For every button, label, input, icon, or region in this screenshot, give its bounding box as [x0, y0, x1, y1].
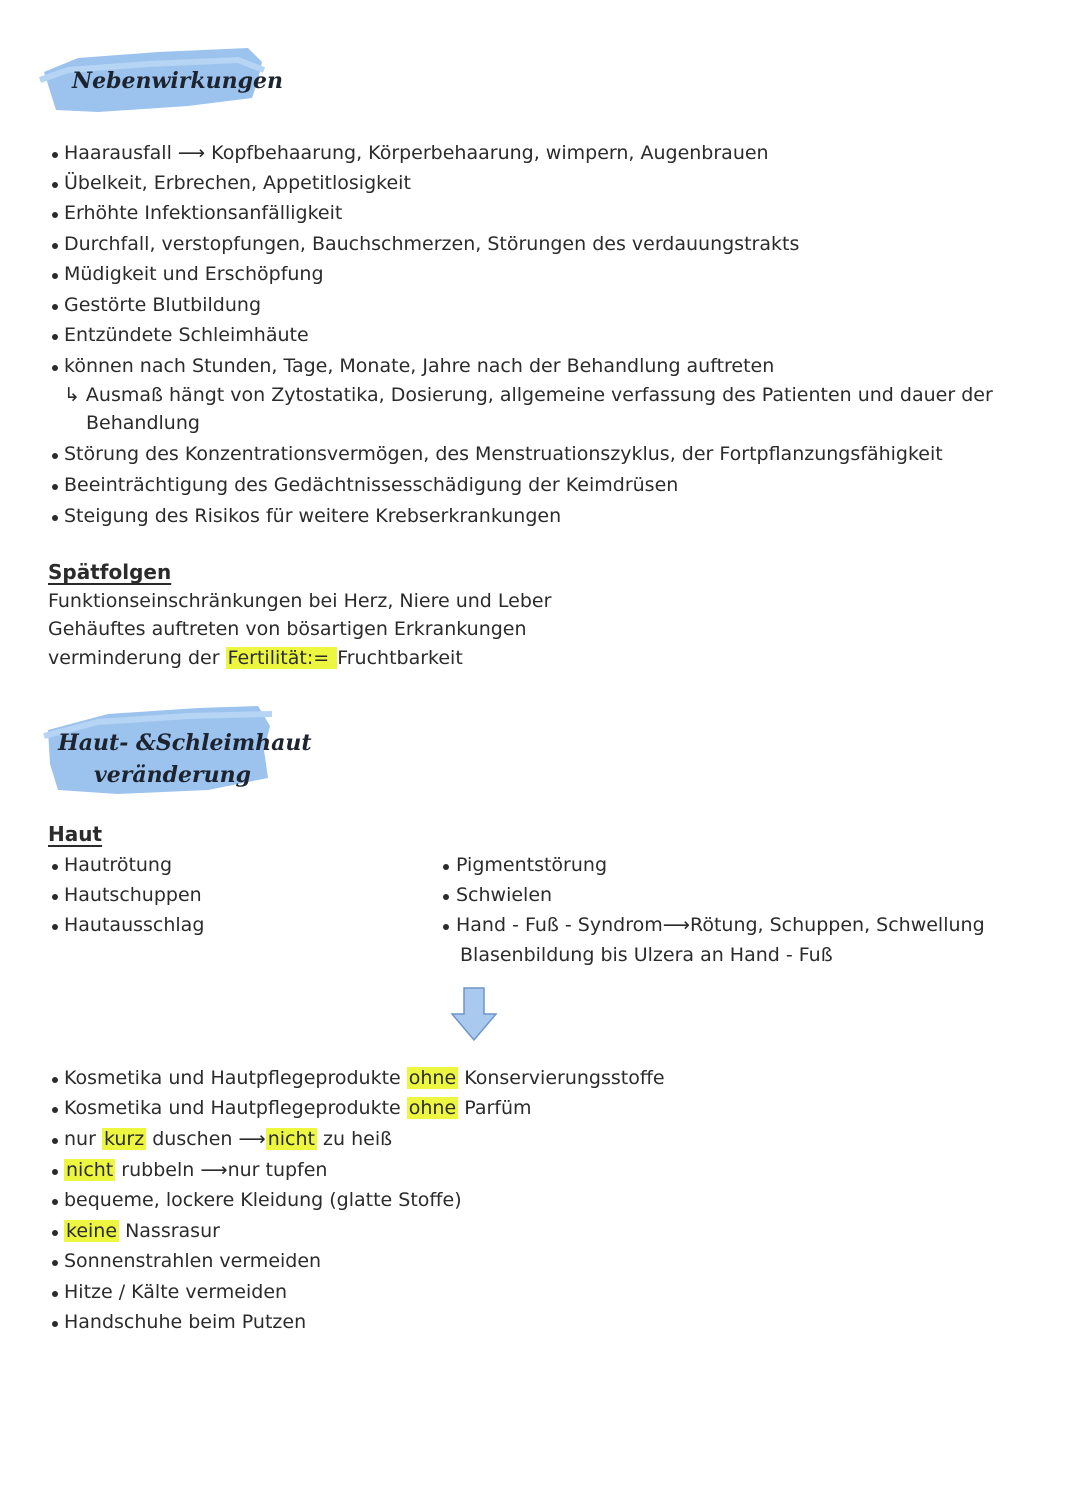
sub-note-text: Ausmaß hängt von Zytostatika, Dosierung, allgemeine verfassung des Patienten und dauer der: [85, 384, 993, 406]
bullet: [52, 1077, 58, 1083]
bullet: [52, 453, 58, 459]
text: Fruchtbarkeit: [337, 647, 463, 669]
bullet: [52, 1291, 58, 1297]
list-item: Hautausschlag: [64, 914, 205, 936]
list-item: Hitze / Kälte vermeiden: [64, 1281, 288, 1303]
bullet: [52, 1199, 58, 1205]
list-item: bequeme, lockere Kleidung (glatte Stoffe): [64, 1189, 462, 1211]
bullet: [52, 365, 58, 371]
heading-title-line1: Haut- &Schleimhaut: [58, 730, 312, 756]
bullet: [52, 1107, 58, 1113]
list-item: Handschuhe beim Putzen: [64, 1311, 307, 1333]
bullet: [52, 924, 58, 930]
bullet: [52, 273, 58, 279]
bullet: [52, 894, 58, 900]
heading-title-line2: veränderung: [94, 762, 251, 788]
spaetfolgen-line: Gehäuftes auftreten von bösartigen Erkrankungen: [48, 618, 527, 640]
bullet: [443, 894, 449, 900]
spaetfolgen-line: [48, 645, 463, 671]
list-item: Pigmentstörung: [456, 854, 607, 876]
highlight-text: Fertilität:=: [227, 647, 336, 669]
list-item: Hautrötung: [64, 854, 173, 876]
text: rubbeln ⟶nur tupfen: [115, 1159, 328, 1181]
list-item: Hand - Fuß - Syndrom⟶Rötung, Schuppen, Schwellung: [456, 914, 985, 936]
list-item: Schwielen: [456, 884, 553, 906]
list-item: Erhöhte Infektionsanfälligkeit: [64, 202, 343, 224]
bullet: [52, 864, 58, 870]
list-item: Durchfall, verstopfungen, Bauchschmerzen, Störungen des verdauungstrakts: [64, 233, 800, 255]
bullet: [443, 924, 449, 930]
list-item: Entzündete Schleimhäute: [64, 324, 309, 346]
list-item: [64, 1157, 327, 1183]
list-item: Sonnenstrahlen vermeiden: [64, 1250, 322, 1272]
list-item: Übelkeit, Erbrechen, Appetitlosigkeit: [64, 172, 411, 194]
text: duschen ⟶: [146, 1128, 266, 1150]
bullet: [52, 1321, 58, 1327]
heading-nebenwirkungen: [38, 40, 283, 120]
text: verminderung der: [48, 647, 226, 669]
list-item: [64, 1065, 665, 1091]
list-item: Gestörte Blutbildung: [64, 294, 262, 316]
text: Parfüm: [458, 1097, 532, 1119]
list-item: Haarausfall ⟶ Kopfbehaarung, Körperbehaarung, wimpern, Augenbrauen: [64, 142, 769, 164]
list-item: Steigung des Risikos für weitere Krebserkrankungen: [64, 505, 562, 527]
arrow-down-icon: [450, 986, 498, 1042]
turn-arrow-icon: ↳: [64, 384, 80, 406]
list-item: Müdigkeit und Erschöpfung: [64, 263, 324, 285]
text: Konservierungsstoffe: [458, 1067, 665, 1089]
bullet: [52, 304, 58, 310]
bullet: [52, 484, 58, 490]
list-item: [64, 1095, 532, 1121]
highlight-text: nicht: [267, 1128, 315, 1150]
list-item: können nach Stunden, Tage, Monate, Jahre nach der Behandlung auftreten: [64, 355, 775, 377]
text: zu heiß: [317, 1128, 393, 1150]
sub-note-continuation: Behandlung: [86, 412, 200, 434]
spaetfolgen-heading: Spätfolgen: [48, 560, 172, 584]
bullet: [52, 182, 58, 188]
list-item: Beeinträchtigung des Gedächtnissesschädigung der Keimdrüsen: [64, 474, 679, 496]
heading-title: Nebenwirkungen: [72, 68, 283, 94]
heading-haut-schleimhaut: [38, 700, 312, 800]
bullet: [443, 864, 449, 870]
bullet: [52, 515, 58, 521]
text: nur: [64, 1128, 102, 1150]
text: Nassrasur: [119, 1220, 220, 1242]
bullet: [52, 1138, 58, 1144]
list-item: Hautschuppen: [64, 884, 202, 906]
highlight-text: ohne: [408, 1067, 457, 1089]
haut-heading: Haut: [48, 822, 103, 846]
highlight-text: keine: [66, 1220, 118, 1242]
highlight-text: ohne: [408, 1097, 457, 1119]
sub-note: [64, 382, 993, 408]
text: Kosmetika und Hautpflegeprodukte: [64, 1067, 407, 1089]
bullet: [52, 1230, 58, 1236]
bullet: [52, 212, 58, 218]
list-item: Störung des Konzentrationsvermögen, des Menstruationszyklus, der Fortpflanzungsfähigkeit: [64, 443, 943, 465]
bullet: [52, 243, 58, 249]
highlight-text: kurz: [103, 1128, 145, 1150]
list-item: [64, 1126, 392, 1152]
text: Kosmetika und Hautpflegeprodukte: [64, 1097, 407, 1119]
list-item-continuation: Blasenbildung bis Ulzera an Hand - Fuß: [460, 944, 833, 966]
bullet: [52, 152, 58, 158]
bullet: [52, 334, 58, 340]
spaetfolgen-line: Funktionseinschränkungen bei Herz, Niere und Leber: [48, 590, 552, 612]
bullet: [52, 1260, 58, 1266]
highlight-text: nicht: [66, 1159, 114, 1181]
list-item: [64, 1218, 220, 1244]
bullet: [52, 1169, 58, 1175]
